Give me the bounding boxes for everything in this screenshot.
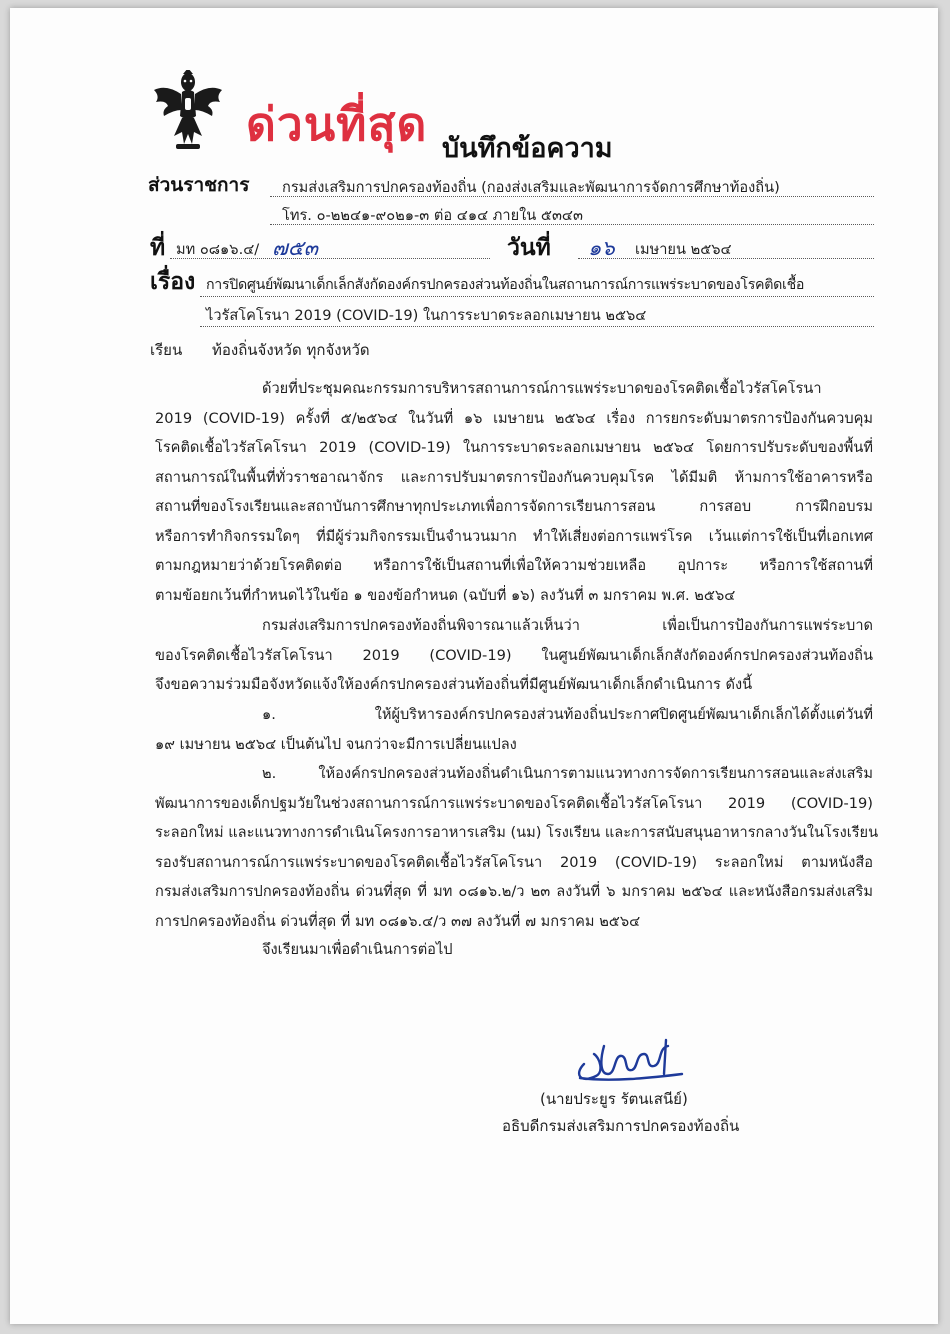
paragraph-line: ตามกฎหมายว่าด้วยโรคติดต่อ หรือการใช้เป็นสถานที่เพื่อให้ความช่วยเหลือ อุปการะ หรือการใช้สถานที่: [155, 557, 873, 574]
subject-dotted-line1: [200, 296, 874, 297]
paragraph-line: กรมส่งเสริมการปกครองท้องถิ่นพิจารณาแล้วเห็นว่า เพื่อเป็นการป้องกันการแพร่ระบาด: [262, 617, 873, 634]
paragraph-line: ๑๙ เมษายน ๒๕๖๔ เป็นต้นไป จนกว่าจะมีการเปลี่ยนแปลง: [155, 735, 517, 753]
paragraph-line: สถานที่ของโรงเรียนและสถาบันการศึกษาทุกประเภทเพื่อการจัดการเรียนการสอน การสอบ การฝึกอบรม: [155, 498, 873, 515]
closing-text: จึงเรียนมาเพื่อดำเนินการต่อไป: [262, 941, 453, 958]
paragraph-line: ระลอกใหม่ และแนวทางการดำเนินโครงการอาหารเสริม (นม) โรงเรียน และการสนับสนุนอาหารกลางวันในโรงเรียน: [155, 824, 879, 841]
subject-label: เรื่อง: [150, 269, 196, 295]
paragraph-line: กรมส่งเสริมการปกครองท้องถิ่น ด่วนที่สุด ที่ มท ๐๘๑๖.๒/ว ๒๓ ลงวันที่ ๖ มกราคม ๒๕๖๔ และหนังสือกรมส่งเสริม: [155, 883, 873, 900]
salutation-label: เรียน: [150, 341, 183, 359]
signatory-name: (นายประยูร รัตนเสนีย์): [540, 1090, 688, 1108]
date-month-year: เมษายน ๒๕๖๔: [635, 241, 732, 258]
paragraph-2: [155, 611, 873, 700]
garuda-emblem-icon: [152, 70, 224, 152]
paragraph-1: [155, 374, 873, 610]
agency-value-line2: โทร. ๐-๒๒๔๑-๙๐๒๑-๓ ต่อ ๔๑๔ ภายใน ๕๓๔๓: [282, 207, 583, 224]
ref-prefix: มท ๐๘๑๖.๔/: [176, 241, 260, 258]
paragraph-line: สถานการณ์ในพื้นที่ทั่วราชอาณาจักร และการปรับมาตรการป้องกันควบคุมโรค ได้มีมติ ห้ามการใช้อาคารหรือ: [155, 468, 873, 486]
paragraph-line: ๒. ให้องค์กรปกครองส่วนท้องถิ่นดำเนินการตามแนวทางการจัดการเรียนการสอนและส่งเสริม: [262, 765, 873, 782]
urgent-stamp: ด่วนที่สุด: [246, 97, 428, 151]
ref-dotted-line: [170, 258, 490, 259]
agency-label: ส่วนราชการ: [148, 174, 250, 196]
subject-line2: ไวรัสโคโรนา 2019 (COVID-19) ในการระบาดระลอกเมษายน ๒๕๖๔: [206, 307, 647, 324]
paragraph-line: ตามข้อยกเว้นที่กำหนดไว้ในข้อ ๑ ของข้อกำหนด (ฉบับที่ ๑๖) ลงวันที่ ๓ มกราคม พ.ศ. ๒๕๖๔: [155, 586, 736, 604]
phone-dotted-line: [270, 224, 874, 225]
paragraph-line: 2019 (COVID-19) ครั้งที่ ๕/๒๕๖๔ ในวันที่ ๑๖ เมษายน ๒๕๖๔ เรื่อง การยกระดับมาตรการป้องกันควบคุม: [155, 409, 873, 427]
paragraph-line: โรคติดเชื้อไวรัสโคโรนา 2019 (COVID-19) ในการระบาดระลอกเมษายน ๒๕๖๔ โดยการปรับระดับของพื้นที่: [155, 439, 873, 456]
subject-dotted-line2: [200, 326, 874, 327]
paragraph-line: ๑. ให้ผู้บริหารองค์กรปกครองส่วนท้องถิ่นประกาศปิดศูนย์พัฒนาเด็กเล็กได้ตั้งแต่วันที่: [262, 706, 873, 723]
paragraph-line: ด้วยที่ประชุมคณะกรรมการบริหารสถานการณ์การแพร่ระบาดของโรคติดเชื้อไวรัสโคโรนา: [262, 380, 822, 397]
date-dotted-line: [578, 258, 874, 259]
memo-title: บันทึกข้อความ: [442, 133, 613, 164]
memo-document: [10, 8, 938, 1324]
list-item-1: [155, 700, 873, 759]
salutation-recipient: ท้องถิ่นจังหวัด ทุกจังหวัด: [212, 341, 370, 359]
paragraph-line: รองรับสถานการณ์การแพร่ระบาดของโรคติดเชื้อไวรัสโคโรนา 2019 (COVID-19) ระลอกใหม่ ตามหนังสือ: [155, 853, 873, 871]
date-label: วันที่: [507, 235, 551, 261]
date-day-handwritten: ๑๖: [588, 236, 615, 260]
paragraph-line: การปกครองท้องถิ่น ด่วนที่สุด ที่ มท ๐๘๑๖.๔/ว ๓๗ ลงวันที่ ๗ มกราคม ๒๕๖๔: [155, 912, 641, 930]
paragraph-line: ของโรคติดเชื้อไวรัสโคโรนา 2019 (COVID-19) ในศูนย์พัฒนาเด็กเล็กสังกัดองค์กรปกครองส่วนท้องถิ่น: [155, 646, 873, 664]
paragraph-line: หรือการทำกิจกรรมใดๆ ที่มีผู้ร่วมกิจกรรมเป็นจำนวนมาก ทำให้เสี่ยงต่อการแพร่โรค เว้นแต่การใช้เป็นที่เอกเทศ: [155, 527, 873, 545]
handwritten-signature: [570, 1024, 690, 1086]
list-item-2: [155, 759, 879, 936]
paragraph-line: พัฒนาการของเด็กปฐมวัยในช่วงสถานการณ์การแพร่ระบาดของโรคติดเชื้อไวรัสโคโรนา 2019 (COVID-19): [155, 794, 873, 812]
signatory-position: อธิบดีกรมส่งเสริมการปกครองท้องถิ่น: [502, 1117, 740, 1135]
ref-label: ที่: [150, 235, 166, 261]
paragraph-line: จึงขอความร่วมมือจังหวัดแจ้งให้องค์กรปกครองส่วนท้องถิ่นที่มีศูนย์พัฒนาเด็กเล็กดำเนินการ ดังนี้: [155, 676, 753, 693]
subject-line1: การปิดศูนย์พัฒนาเด็กเล็กสังกัดองค์กรปกครองส่วนท้องถิ่นในสถานการณ์การแพร่ระบาดของโรคติดเชื้อ: [206, 277, 805, 293]
agency-dotted-line: [270, 196, 874, 197]
agency-value-line1: กรมส่งเสริมการปกครองท้องถิ่น (กองส่งเสริมและพัฒนาการจัดการศึกษาท้องถิ่น): [282, 179, 780, 196]
ref-number-handwritten: ๗๕๓: [272, 236, 319, 260]
